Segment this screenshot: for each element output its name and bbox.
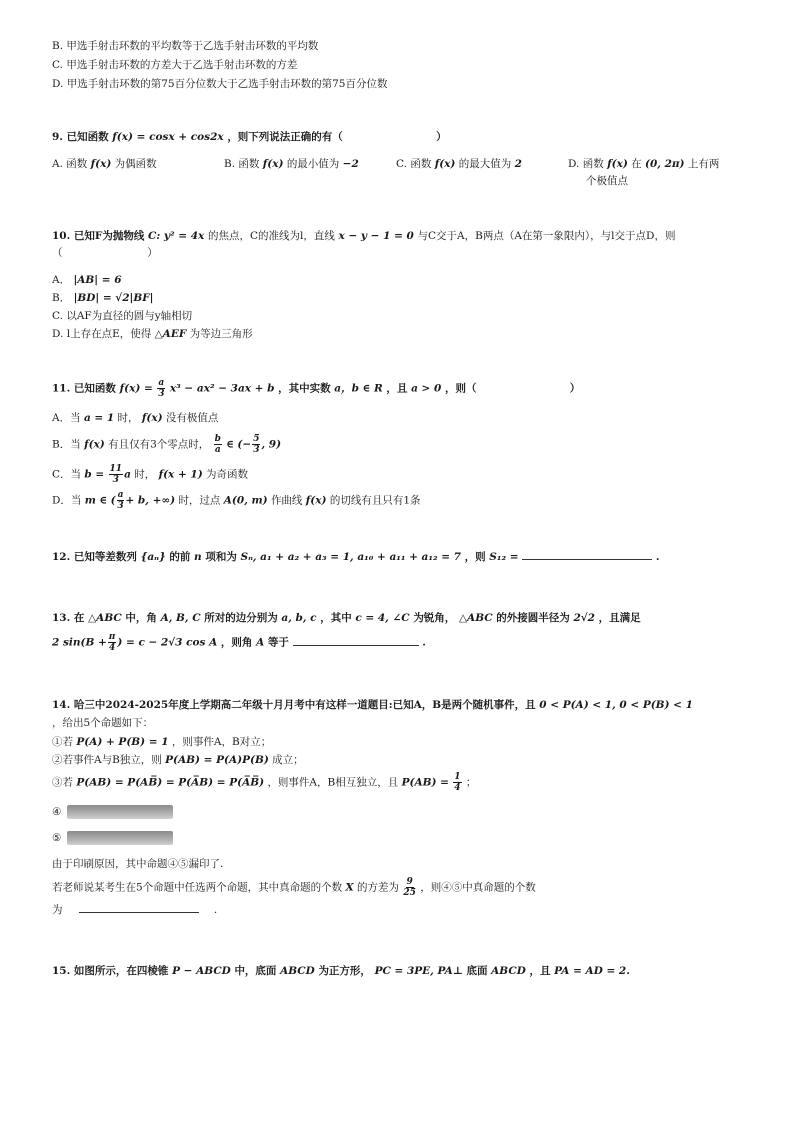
q13-eq-a: 2 sin(B + [52,636,107,649]
q10-paren [52,245,158,261]
q10-line: x − y − 1 = 0 [338,230,414,242]
q11-option-c [52,464,248,485]
q13-tri: △ABC [88,612,122,624]
q11-option-d [52,490,421,511]
q13-radius: 2√2 [573,612,595,624]
q15-stem-c: 为正方形， [318,965,371,977]
q13-stem-f: 的外接圆半径为 [496,612,570,624]
q12-cond: Sₙ, a₁ + a₂ + a₃ = 1, a₁₀ + a₁₁ + a₁₂ = 7 [240,551,461,563]
q11-frac [157,378,165,399]
q10-option-c: C. 以AF为直径的圆与y轴相切 [52,310,193,322]
q9-b-post: 的最小值为 [286,158,340,170]
q9-c-post: 的最大值为 [458,158,512,170]
q9-b-f: f(x) [262,158,284,170]
q10-option-a [52,272,122,288]
q11-b-in: ∈ [226,438,235,451]
q14-q-line2: 为 [52,904,63,916]
q13-equation-line [52,632,426,653]
q11-d-mid2: 作曲线 [270,494,303,507]
q9-d-interval: (0, 2π) [644,158,685,170]
q15-stem-a: 15. 如图所示，在四棱锥 [52,965,169,977]
q14-p3-pre: ③若 [52,776,73,789]
q14-end: . [213,904,218,916]
q11-a-mid: 时， [117,412,139,424]
q9-d-f: f(x) [607,158,628,170]
q10-paren-right: ） [147,247,158,259]
q9-c-f: f(x) [434,158,456,170]
q11-stem-b: ，其中实数 [278,382,331,395]
q13-stem-a: 13. 在 [52,612,85,624]
q11-d-int-left: ( [110,494,116,507]
q12-stem-d: ，则 [464,551,486,563]
q14-p1-post: ，则事件A，B对立； [171,736,272,748]
q14-p1-pre: ①若 [52,736,73,748]
q9-option-d [568,156,719,172]
q13-eq-4: 4 [108,643,116,653]
q11-frac-num: a [158,378,165,388]
q14-prop-1 [52,734,271,750]
q11-b-int-left: (− [237,438,252,451]
q10-parabola: C: y² = 4x [148,230,205,242]
q14-q-den: 25 [403,888,416,898]
q12-seq: {aₙ} [140,551,166,563]
q9-stem [52,129,447,145]
q9-d-post: 上有两 [687,158,720,170]
q15-base2: ABCD [491,965,526,977]
q11-d-m: m ∈ [84,494,108,507]
q11-b-frac [214,434,222,455]
q14-p3-den: 4 [454,783,461,793]
q11-c-frac [109,464,124,485]
q14-q-post: ，则④⑤中真命题的个数 [420,881,536,894]
q15-cond2: PA = AD = 2. [554,965,630,977]
q11-b-mid: 有且仅有3个零点时， [108,438,210,451]
q14-stem [52,697,693,713]
q9-d-pre: D. 函数 [568,158,604,170]
q9-b-pre: B. 函数 [224,158,260,170]
q12-stem [52,549,660,565]
q9-stem-text-2: ，则下列说法正确的有（ [227,131,343,143]
q14-q-pre: 若老师说某考生在5个命题中任选两个命题，其中真命题的个数 [52,881,343,894]
q9-a-post: 为偶函数 [114,158,157,170]
q11-a-pre: A．当 [52,412,81,424]
q11-d-f: f(x) [305,494,327,507]
q8-option-d: D. 甲选手射击环数的第75百分位数大于乙选手射击环数的第75百分位数 [52,78,388,90]
q11-option-b [52,434,281,455]
q14-answer-line [52,902,217,918]
q11-b-int-right: , 9) [261,438,282,451]
q8-option-c: C. 甲选手射击环数的方差大于乙选手射击环数的方差 [52,59,298,71]
q10-d-pre: D. l上存在点E，使得 [52,328,152,340]
q10-d-expr: △AEF [154,328,187,340]
q13-angle-a: A [256,636,265,649]
q14-p2-post: 成立； [272,754,304,766]
q11-poly: x³ − ax² − 3ax + b [169,382,275,395]
q10-b-pre: B． [52,292,71,304]
q11-b-frac-num: b [214,434,221,444]
q11-c-frac-num: 11 [109,464,123,474]
q9-a-pre: A. 函数 [52,158,88,170]
q10-a-expr: |AB| = 6 [73,274,122,286]
q11-c-frac-den: 3 [112,475,119,485]
q14-p1-expr: P(A) + P(B) = 1 [76,736,169,748]
q12-answer-blank[interactable] [522,549,652,560]
q11-b-int-num: 5 [253,434,260,444]
q8-option-b: B. 甲选手射击环数的平均数等于乙选手射击环数的平均数 [52,40,319,52]
q12-end: . [655,551,660,563]
q10-stem [52,228,675,244]
q14-answer-blank[interactable] [79,902,199,913]
q11-b-f: f(x) [84,438,105,451]
q14-q-x: X [345,881,354,894]
q10-option-d [52,326,253,342]
q14-q-frac [403,877,416,898]
q11-ab: a，b ∈ R [334,382,383,395]
q11-stem-c: ，且 [386,382,408,395]
q13-sides: a, b, c [281,612,317,624]
q13-answer-blank[interactable] [293,635,419,646]
q9-a-f: f(x) [90,158,112,170]
q11-d-point: A(0, m) [223,494,268,507]
q13-stem-e: 为锐角， [413,612,456,624]
q14-question [52,877,536,898]
q13-angles: A, B, C [160,612,201,624]
q13-cval: c = 4, ∠C [355,612,410,624]
q9-option-d-line2: 个极值点 [586,175,628,187]
q14-q-mid: 的方差为 [357,881,400,894]
q13-end: . [422,636,426,649]
q11-cond: a > 0 [411,382,442,395]
q9-option-c [396,156,522,172]
q13-stem-b: 中，角 [125,612,157,624]
q15-cond1: PC = 3PE, PA⊥ [374,965,463,977]
q9-stem-text: 9. 已知函数 [52,131,109,143]
q14-stem-2: ，给出5个命题如下： [52,717,154,729]
q11-frac-den: 3 [158,389,165,399]
q14-p3-frac [453,772,461,793]
q13-stem-i: 等于 [267,636,289,649]
q11-d-frac [117,490,125,511]
q14-prop-5-misprint [67,831,173,845]
q15-stem-e: ，且 [529,965,551,977]
q14-p3-expr2: P(AB) = [401,776,449,789]
q14-stem-a: 14. 哈三中2024-2025年度上学期高二年级十月月考中有这样一道题目:已知A，B是两个随机事件，且 [52,699,536,711]
q13-eq-frac [108,632,117,653]
q9-option-a [52,156,157,172]
q14-q-num: 9 [406,877,413,887]
q15-base: ABCD [280,965,315,977]
q9-c-pre: C. 函数 [396,158,432,170]
q14-p3-post: ，则事件A，B相互独立，且 [267,776,399,789]
q10-a-pre: A． [52,274,71,286]
q11-a-cond: a = 1 [83,412,115,424]
q11-stem-end: ） [569,382,581,395]
q11-a-f: f(x) [141,412,163,424]
q14-p2-pre: ②若事件A与B独立，则 [52,754,162,766]
q11-c-post: 为奇函数 [206,468,249,481]
q11-c-mid: 时， [134,468,156,481]
q14-p3-end: ； [465,776,477,789]
q11-d-frac-num: a [117,490,124,500]
q14-p3-num: 1 [454,772,461,782]
q9-c-val: 2 [514,158,522,170]
q11-f: f(x) = [119,382,153,395]
q12-stem-c: 项和为 [205,551,237,563]
q10-stem-c: 与C交于A，B两点（A在第一象限内），与l交于点D，则 [417,230,676,242]
q14-cond: 0 < P(A) < 1, 0 < P(B) < 1 [539,699,693,711]
q14-prop-3 [52,772,476,793]
q11-b-pre: B．当 [52,438,81,451]
q12-target: S₁₂ = [489,551,519,563]
q12-n: n [194,551,202,563]
q11-c-a: a [124,468,131,481]
q11-option-a [52,410,218,426]
q13-tri2: △ABC [458,612,493,624]
q13-stem-h: ，则角 [220,636,253,649]
q10-stem-a: 10. 已知F为抛物线 [52,230,145,242]
q9-function: f(x) = cosx + cos2x [112,131,224,143]
q10-b-expr: |BD| = √2|BF| [73,292,154,304]
q9-d-mid: 在 [631,158,642,170]
q11-a-post: 没有极值点 [165,412,219,424]
q12-stem-b: 的前 [169,551,191,563]
q11-d-int-right: + b, +∞) [125,494,176,507]
q14-p2-expr: P(AB) = P(A)P(B) [165,754,269,766]
q9-b-val: −2 [342,158,359,170]
q11-stem-d: ，则（ [444,382,477,395]
q14-prop-2 [52,752,304,768]
q11-b-frac-den: a [214,445,221,455]
q11-stem [52,378,580,399]
q15-stem [52,963,630,979]
q14-note: 由于印刷原因，其中命题④⑤漏印了. [52,858,224,870]
q14-prop-4-misprint [67,805,173,819]
q9-stem-end: ） [436,131,447,143]
q11-d-post: 的切线有且只有1条 [329,494,421,507]
q13-stem [52,610,641,626]
q11-d-pre: D．当 [52,494,82,507]
q10-option-b [52,290,153,306]
q11-d-mid: 时，过点 [178,494,221,507]
q10-paren-left: （ [52,247,63,259]
q11-c-f: f(x + 1) [158,468,203,481]
q14-p3-expr: P(AB) = P(AB̅) = P(A̅B) = P(A̅B̅) [76,776,265,789]
q13-stem-g: ，且满足 [598,612,641,624]
q11-c-b: b = [84,468,105,481]
q11-stem-a: 11. 已知函数 [52,382,116,395]
q13-stem-c: 所对的边分别为 [204,612,278,624]
q13-eq-pi: π [108,632,116,642]
q14-prop-4-label: ④ [52,806,62,818]
q11-d-frac-den: 3 [117,501,124,511]
q15-pyramid: P − ABCD [172,965,231,977]
q15-stem-d: 底面 [466,965,488,977]
q11-b-int-den: 3 [253,445,260,455]
q15-stem-b: 中，底面 [234,965,277,977]
q12-stem-a: 12. 已知等差数列 [52,551,137,563]
q10-stem-b: 的焦点，C的准线为l，直线 [207,230,335,242]
q14-prop-5-label: ⑤ [52,832,62,844]
q13-eq-b: ) = c − 2√3 cos A [117,636,218,649]
q11-c-pre: C．当 [52,468,82,481]
q9-option-b [224,156,359,172]
q10-d-post: 为等边三角形 [189,328,253,340]
q13-stem-d: ，其中 [320,612,352,624]
q11-b-int-frac [252,434,260,455]
